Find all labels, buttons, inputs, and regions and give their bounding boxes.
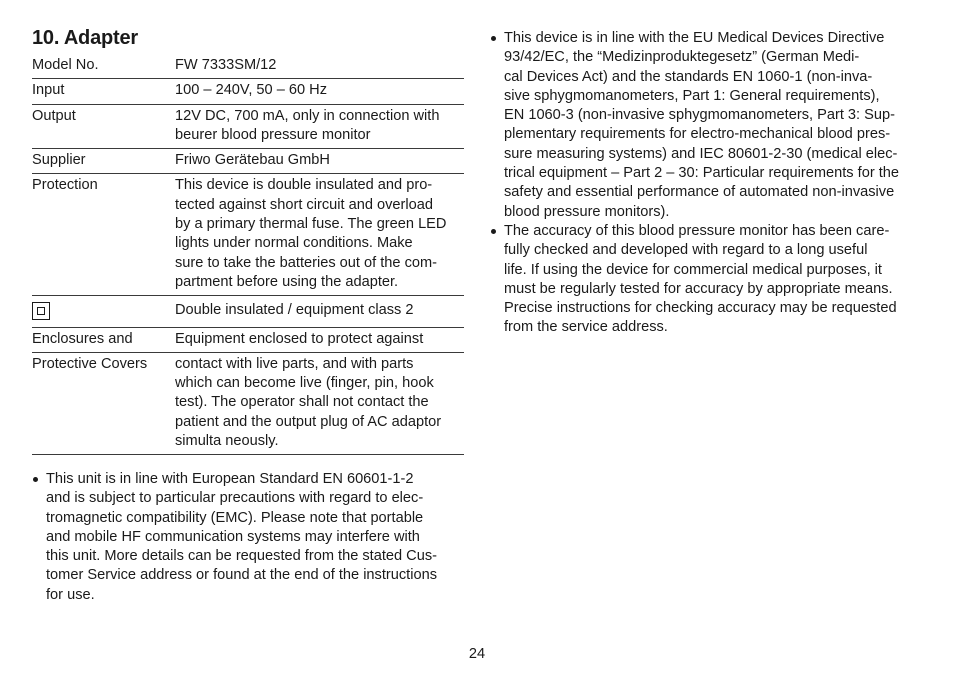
spec-row-input: [32, 79, 464, 104]
spec-row-enclosures: [32, 328, 464, 353]
adapter-spec-table: [32, 54, 464, 455]
spec-label: Protective Covers: [32, 355, 148, 372]
spec-value: Double insulated / equipment class 2: [175, 302, 414, 319]
spec-value: Equipment enclosed to protect against: [175, 330, 424, 347]
spec-value: Friwo Gerätebau GmbH: [175, 152, 330, 169]
spec-value: FW 7333SM/12: [175, 57, 277, 73]
spec-label: Enclosures and: [32, 330, 133, 347]
spec-value: contact with live parts, and with parts which can become live (finger, pin, hook test). The operator shall not contact the patient and the output plug of AC adaptor simulta neously.: [175, 355, 442, 450]
spec-row-model: [32, 54, 464, 79]
spec-row-insulation-class: [32, 296, 464, 327]
spec-label: Input: [32, 82, 65, 99]
section-title: 10. Adapter: [32, 27, 138, 49]
spec-value: 12V DC, 700 mA, only in connection with beurer blood pressure monitor: [175, 107, 440, 143]
spec-row-protective-covers: [32, 353, 464, 455]
spec-label: Protection: [32, 177, 98, 194]
bullet-item: The accuracy of this blood pressure monitor has been care- fully checked and developed with regard to a long useful life. If using the device for commercial medical purposes, it must be regularly tested for accuracy by appropriate means. Precise instructions for checking accuracy may be requested from the service address.: [490, 222, 930, 338]
spec-value: 100 – 240V, 50 – 60 Hz: [175, 82, 328, 99]
page-number: 24: [468, 646, 486, 662]
double-insulation-symbol-icon: [32, 302, 50, 320]
emc-notes-list: [32, 470, 472, 605]
spec-label: [32, 301, 175, 320]
spec-label: Supplier: [32, 152, 86, 169]
spec-label: Model No.: [32, 57, 99, 73]
spec-row-protection: [32, 174, 464, 296]
spec-row-supplier: [32, 149, 464, 174]
spec-label: Output: [32, 107, 76, 124]
bullet-item: This device is in line with the EU Medical Devices Directive 93/42/EC, the “Medizinproduktegesetz” (German Medi- cal Devices Act) and the standards EN 1060-1 (non-inva- sive sphygmomanometers, Part 1: General requirements), EN 1060-3 (non-invasive sphygmomanometers, Part 3: Sup- plementary requirements for electro-mechanical blood pres- sure measuring systems) and IEC 80601-2-30 (medical elec- trical equipment – Part 2 – 30: Particular requirements for the safety and essential performance of automated non-invasive blood pressure monitors).: [490, 29, 930, 222]
compliance-notes-list: [490, 29, 930, 338]
spec-value: This device is double insulated and pro- tected against short circuit and overload by a primary thermal fuse. The green LED lights under normal conditions. Make sure to take the batteries out of the com- partment before using the adapter.: [175, 177, 447, 290]
bullet-item: This unit is in line with European Standard EN 60601-1-2 and is subject to particular precautions with regard to elec- tromagnetic compatibility (EMC). Please note that portable and mobile HF communication systems may interfere with this unit. More details can be requested from the stated Cus- tomer Service address or found at the end of the instructions for use.: [32, 470, 472, 605]
spec-row-output: [32, 105, 464, 150]
